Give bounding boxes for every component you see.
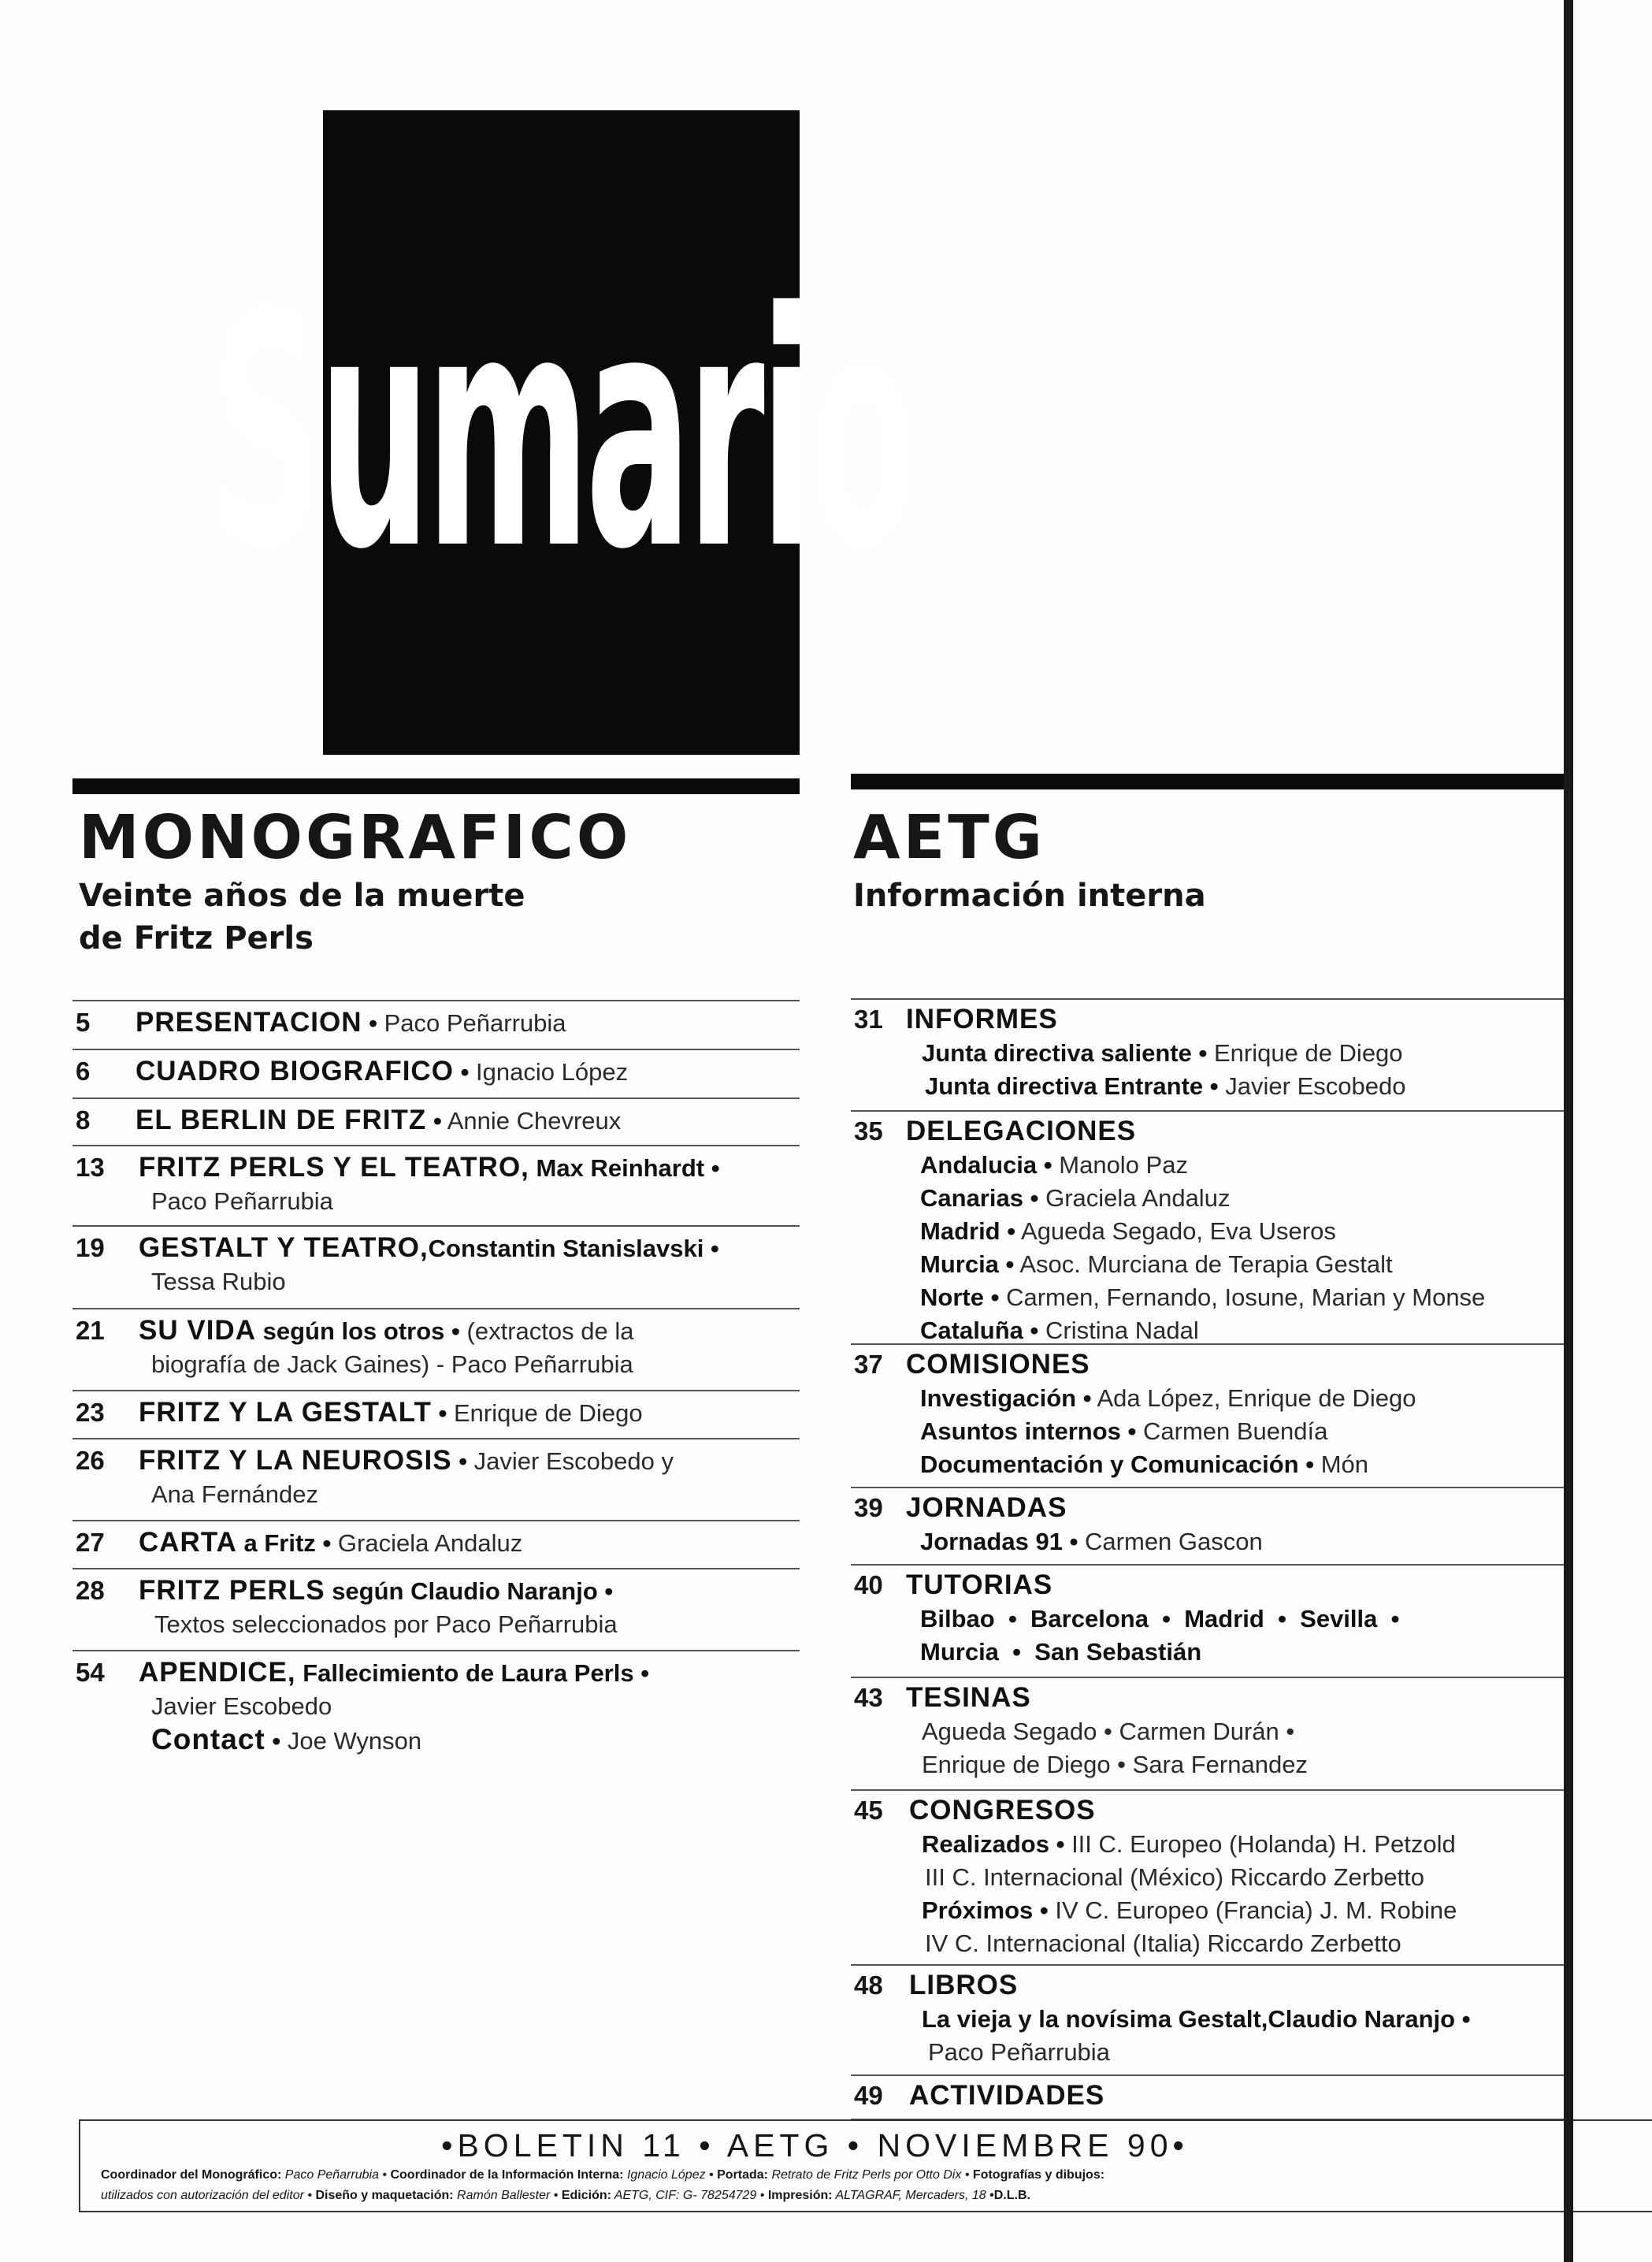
entry-title: GESTALT Y TEATRO,	[139, 1232, 429, 1263]
entry-label: Canarias	[920, 1184, 1023, 1212]
entry-title: CONGRESOS	[909, 1795, 1096, 1826]
page-number: 5	[76, 1008, 91, 1037]
page-number: 28	[76, 1576, 105, 1605]
colophon-box	[79, 2119, 1652, 2212]
page-number: 23	[76, 1398, 105, 1427]
credit-value: Ramón Ballester	[457, 2189, 551, 2202]
credit-label: Coordinador de la Información Interna:	[390, 2168, 624, 2182]
page-number: 6	[76, 1057, 91, 1086]
entry-author: IV C. Europeo (Francia) J. M. Robine	[1055, 1896, 1457, 1924]
credit-label: •D.L.B.	[989, 2189, 1030, 2202]
page-number: 19	[76, 1233, 105, 1262]
page-number: 45	[854, 1796, 883, 1825]
page-number: 21	[76, 1316, 105, 1345]
entry-author: Enrique de Diego • Sara Fernandez	[922, 1751, 1308, 1778]
entry-title: FRITZ Y LA NEUROSIS	[139, 1445, 452, 1476]
entry-author: Agueda Segado • Carmen Durán •	[922, 1718, 1295, 1745]
entry-author: Manolo Paz	[1059, 1151, 1188, 1179]
page-number: 13	[76, 1153, 105, 1182]
entry-separator: •	[1461, 2005, 1471, 2033]
entry-title: TUTORIAS	[906, 1569, 1053, 1600]
entry-title: JORNADAS	[906, 1492, 1067, 1523]
page-title: Sumario	[210, 244, 913, 621]
entry-title: FRITZ Y LA GESTALT	[139, 1397, 432, 1428]
left-toc	[72, 1000, 800, 1768]
toc-entry: 21 SU VIDA según los otros • (extractos de la biografía de Jack Gaines) - Paco Peñarrubia	[72, 1308, 800, 1390]
toc-entry: 26 FRITZ Y LA NEUROSIS • Javier Escobedo y Ana Fernández	[72, 1438, 800, 1520]
issue-line: •BOLETIN 11 • AETG • NOVIEMBRE 90•	[441, 2127, 1189, 2164]
entry-title: EL BERLIN DE FRITZ	[136, 1105, 427, 1135]
entry-author: Enrique de Diego	[454, 1399, 643, 1427]
entry-author: Carmen Gascon	[1085, 1528, 1263, 1555]
right-toc	[851, 998, 1573, 2120]
entry-label: Junta directiva Entrante	[925, 1072, 1204, 1100]
credit-label: Impresión:	[767, 2189, 833, 2202]
entry-title: TESINAS	[906, 1682, 1031, 1713]
entry-author: Agueda Segado, Eva Useros	[1021, 1217, 1336, 1245]
entry-author: III C. Internacional (México) Riccardo Zerbetto	[925, 1863, 1425, 1891]
entry-title: PRESENTACION	[136, 1007, 362, 1038]
page-number: 27	[76, 1528, 105, 1557]
section-subheading: Información interna	[853, 878, 1206, 914]
entry-title: LIBROS	[909, 1970, 1019, 2000]
toc-entry: 31 INFORMES Junta directiva saliente • Enrique de Diego Junta directiva Entrante • Javier Escobedo	[851, 998, 1573, 1110]
entry-author: Ada López, Enrique de Diego	[1097, 1384, 1416, 1412]
entry-label: Andalucia	[920, 1151, 1038, 1179]
toc-entry	[851, 1677, 1573, 1789]
credits-line-2: utilizados con autorización del editor • Diseño y maquetación: Ramón Ballester • Edición: AETG, CIF: G- 78254729 • Impresión: ALTAGRAF, Mercaders, 18 •D.L.B.	[101, 2189, 1030, 2202]
entry-label: Murcia • San Sebastián	[920, 1638, 1202, 1666]
toc-entry: 37 COMISIONES Investigación • Ada López, Enrique de Diego Asuntos internos • Carmen Buendía Documentación y Comunicación • Món	[851, 1343, 1573, 1487]
entry-extra: biografía de Jack Gaines) - Paco Peñarrubia	[151, 1350, 633, 1378]
page-number: 43	[854, 1683, 883, 1712]
entry-extra: Textos seleccionados por Paco Peñarrubia	[154, 1610, 618, 1638]
toc-entry	[851, 2074, 1573, 2120]
entry-label: Murcia	[920, 1250, 999, 1278]
credit-value: utilizados con autorización del editor	[101, 2189, 304, 2202]
toc-entry: 54 APENDICE, Fallecimiento de Laura Perls • Javier Escobedo Contact • Joe Wynson	[72, 1650, 800, 1768]
entry-author: Tessa Rubio	[151, 1268, 286, 1295]
credit-label: Coordinador del Monográfico:	[101, 2168, 282, 2182]
entry-label: Asuntos internos	[920, 1417, 1121, 1445]
page-number: 31	[854, 1005, 883, 1034]
entry-title: DELEGACIONES	[906, 1116, 1137, 1146]
entry-author: Javier Escobedo y	[473, 1447, 674, 1475]
entry-label: Junta directiva saliente	[922, 1039, 1192, 1067]
entry-title: Contact	[151, 1723, 265, 1755]
left-rule	[72, 778, 800, 794]
entry-author: Asoc. Murciana de Terapia Gestalt	[1019, 1250, 1393, 1278]
toc-entry: 35 DELEGACIONES Andalucia • Manolo Paz Canarias • Graciela Andaluz Madrid • Agueda Segado, Eva Useros Murcia • Asoc. Murciana de Terapia Gestalt Norte • Carmen, Fernando, Iosune, Marian y Monse Cataluña • Cristina Nadal	[851, 1110, 1573, 1343]
entry-author: Ana Fernández	[151, 1480, 318, 1508]
entry-author: Graciela Andaluz	[1045, 1184, 1231, 1212]
entry-extra: Max Reinhardt	[536, 1154, 705, 1182]
credit-value: Ignacio López	[626, 2168, 706, 2182]
toc-entry: 19 GESTALT Y TEATRO,Constantin Stanislavski • Tessa Rubio	[72, 1225, 800, 1308]
entry-title-suffix: a Fritz	[243, 1529, 316, 1557]
toc-entry: 13 FRITZ PERLS Y EL TEATRO, Max Reinhardt • Paco Peñarrubia	[72, 1145, 800, 1225]
entry-label: Jornadas 91	[920, 1528, 1063, 1555]
entry-author: Cristina Nadal	[1045, 1317, 1199, 1344]
page-number: 26	[76, 1446, 105, 1475]
credit-label: Edición:	[561, 2189, 611, 2202]
toc-entry: 23 FRITZ Y LA GESTALT • Enrique de Diego	[72, 1390, 800, 1438]
entry-author: Enrique de Diego	[1213, 1039, 1403, 1067]
entry-title: APENDICE,	[139, 1657, 296, 1688]
toc-entry: 8 EL BERLIN DE FRITZ • Annie Chevreux	[72, 1098, 800, 1145]
entry-author: Paco Peñarrubia	[928, 2038, 1110, 2066]
page-edge	[1564, 0, 1573, 2262]
page-number: 40	[854, 1570, 883, 1599]
entry-title-suffix: según los otros	[262, 1317, 445, 1345]
entry-extra: (extractos de la	[466, 1317, 634, 1345]
page-number: 48	[854, 1970, 883, 2000]
credit-value: AETG, CIF: G- 78254729	[614, 2189, 757, 2202]
entry-label: Documentación y Comunicación	[920, 1450, 1299, 1478]
page-number: 49	[854, 2081, 883, 2110]
entry-label: La vieja y la novísima Gestalt,Claudio Naranjo	[922, 2005, 1456, 2033]
entry-label: Cataluña	[920, 1317, 1023, 1344]
credit-label: Fotografías y dibujos:	[972, 2168, 1105, 2182]
entry-label: Norte	[920, 1283, 984, 1311]
entry-title: INFORMES	[906, 1004, 1058, 1034]
section-subheading-2: de Fritz Perls	[79, 920, 314, 956]
entry-title: ACTIVIDADES	[909, 2080, 1105, 2111]
entry-author: Javier Escobedo	[151, 1692, 332, 1720]
entry-title: SU VIDA	[139, 1315, 256, 1346]
toc-entry: 45 CONGRESOS Realizados • III C. Europeo (Holanda) H. Petzold III C. Internacional (México) Riccardo Zerbetto Próximos • IV C. Europeo (Francia) J. M. Robine IV C. Internacional (Italia) Riccardo Zerbetto	[851, 1789, 1573, 1964]
toc-entry: 6 CUADRO BIOGRAFICO • Ignacio López	[72, 1049, 800, 1098]
entry-author: Carmen Buendía	[1143, 1417, 1328, 1445]
entry-extra: Constantin Stanislavski	[428, 1235, 704, 1262]
credit-value: Retrato de Fritz Perls por Otto Dix	[771, 2168, 962, 2182]
credit-label: Diseño y maquetación:	[315, 2189, 454, 2202]
entry-author: Annie Chevreux	[447, 1107, 622, 1135]
entry-author: Graciela Andaluz	[337, 1529, 523, 1557]
entry-label: Investigación	[920, 1384, 1077, 1412]
entry-title: COMISIONES	[906, 1349, 1090, 1380]
entry-title: CARTA	[139, 1527, 237, 1558]
page-number: 37	[854, 1350, 883, 1379]
entry-author: Ignacio López	[476, 1058, 629, 1086]
entry-author: Paco Peñarrubia	[384, 1009, 566, 1037]
credit-value: ALTAGRAF, Mercaders, 18	[835, 2189, 986, 2202]
entry-title: FRITZ PERLS Y EL TEATRO,	[139, 1152, 529, 1183]
entry-author: III C. Europeo (Holanda) H. Petzold	[1071, 1830, 1456, 1858]
section-heading-monografico: MONOGRAFICO	[79, 803, 632, 873]
entry-label: Realizados	[922, 1830, 1049, 1858]
toc-entry	[851, 1564, 1573, 1677]
section-subheading-1: Veinte años de la muerte	[79, 878, 525, 914]
title-block	[210, 110, 913, 755]
section-heading-aetg: AETG	[853, 803, 1045, 873]
toc-entry: 28 FRITZ PERLS según Claudio Naranjo • Textos seleccionados por Paco Peñarrubia	[72, 1568, 800, 1650]
entry-title: CUADRO BIOGRAFICO	[136, 1056, 454, 1086]
entry-label: Bilbao • Barcelona • Madrid • Sevilla •	[920, 1605, 1400, 1632]
entry-title-suffix: según Claudio Naranjo	[332, 1577, 598, 1605]
right-rule	[851, 774, 1573, 789]
entry-author: IV C. Internacional (Italia) Riccardo Zerbetto	[925, 1930, 1401, 1957]
page-number: 54	[76, 1658, 105, 1687]
toc-entry: 5 PRESENTACION • Paco Peñarrubia	[72, 1000, 800, 1049]
page-number: 8	[76, 1105, 91, 1135]
entry-label: Próximos	[922, 1896, 1034, 1924]
toc-entry: 39 JORNADAS Jornadas 91 • Carmen Gascon	[851, 1487, 1573, 1564]
entry-author: Carmen, Fernando, Iosune, Marian y Monse	[1006, 1283, 1486, 1311]
page-number: 35	[854, 1116, 883, 1146]
toc-entry: 27 CARTA a Fritz • Graciela Andaluz	[72, 1520, 800, 1568]
entry-title: FRITZ PERLS	[139, 1575, 325, 1606]
credit-value: Paco Peñarrubia	[284, 2168, 379, 2182]
page-number: 39	[854, 1493, 883, 1522]
entry-author: Joe Wynson	[287, 1727, 422, 1755]
entry-author: Javier Escobedo	[1225, 1072, 1406, 1100]
entry-label: Madrid	[920, 1217, 1000, 1245]
entry-title-suffix: Fallecimiento de Laura Perls	[303, 1659, 634, 1687]
toc-entry	[851, 1964, 1573, 2074]
credits-line-1: Coordinador del Monográfico: Paco Peñarrubia • Coordinador de la Información Interna: Ignacio López • Portada: Retrato de Fritz Perls por Otto Dix • Fotografías y dibujos:	[101, 2168, 1105, 2182]
entry-author: Món	[1320, 1450, 1368, 1478]
credit-label: Portada:	[717, 2168, 768, 2182]
entry-author: Paco Peñarrubia	[151, 1187, 333, 1215]
